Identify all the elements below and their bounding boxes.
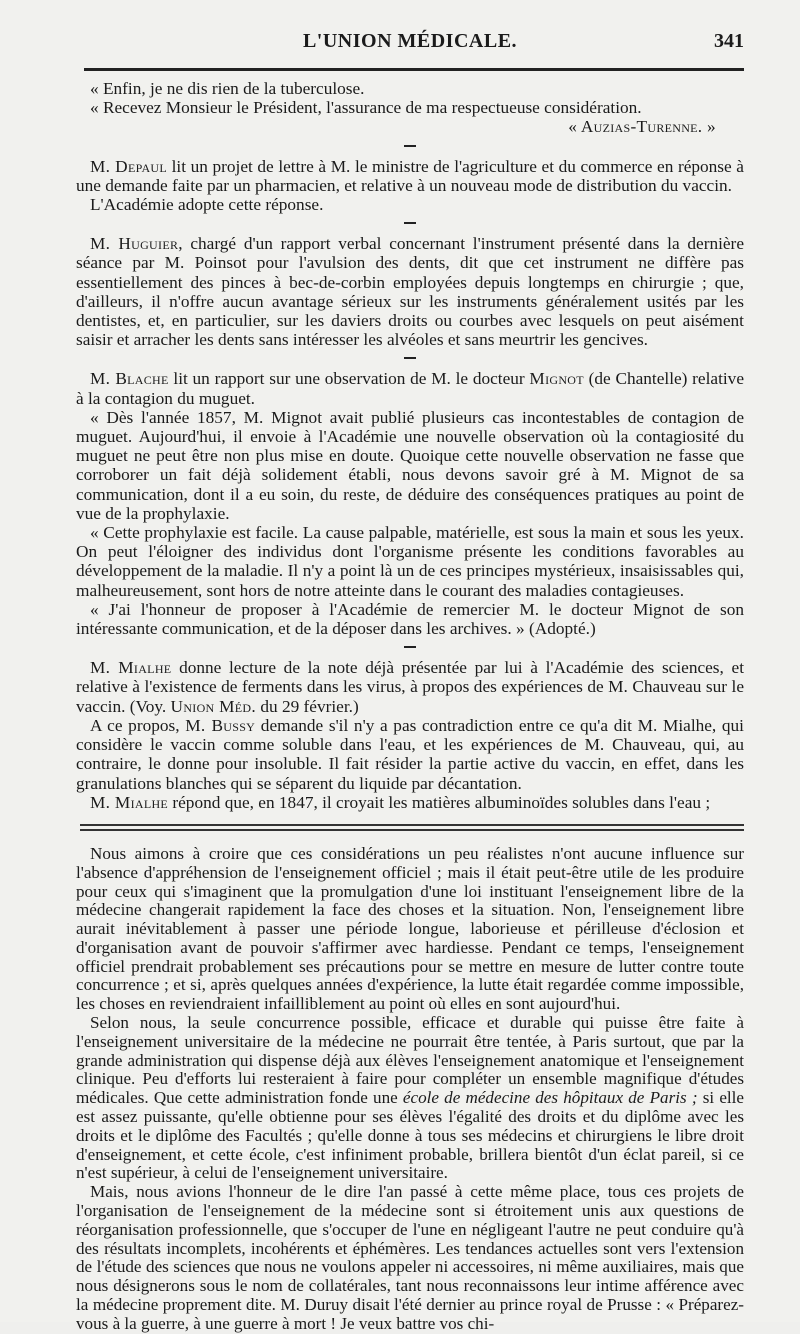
huguier-paragraph: M. Huguier, chargé d'un rapport verbal concernant l'instrument présenté dans la dernière séance par M. Poinsot pour l'avulsion des dents, dit que cet instrument ne diffère pas essentiellement des pinces à bec-de-corbin employées depuis longtemps en chirurgie ; que, d'ailleurs, il n'offre aucun avantage sérieux sur les instruments généralement usités par les dentistes, et, en particulier, sur les daviers droits ou courbes avec lesquels on peut aisément saisir et arracher les dents sans intéresser les alvéoles et sans meurtrir les gencives. xyxy=(76,234,744,350)
speaker-name: M. Huguier xyxy=(90,234,179,254)
feuilleton-paragraph-2: Selon nous, la seule concurrence possible, efficace et durable qui puisse être faite à l'enseignement universitaire de la médecine ne pourrait être tentée, à Paris surtout, que par la grande administration qui dispense déjà aux élèves l'enseignement anatomique et l'enseignement clinique. Peu d'efforts lui resteraient à faire pour compléter un ensemble magnifique d'études médicales. Que cette administration fonde une école de médecine des hôpitaux de Paris ; si elle est assez puissante, qu'elle obtienne pour ses élèves l'égalité des droits et du diplôme avec les droits et le diplôme des Facultés ; qu'elle donne à tous ses médecins et chirurgiens le libre droit d'enseignement, et cette école, c'est infiniment probable, brillera bientôt d'un éclat pareil, si ce n'est supérieur, à celui de l'enseignement universitaire. xyxy=(76,1013,744,1183)
feuilleton-paragraph-1: Nous aimons à croire que ces considérations un peu réalistes n'ont aucune influence sur l'absence d'appréhension de l'enseignement officiel ; mais il était peut-être utile de les produire pour ceux qui s'imaginent que la promulgation d'une loi instituant l'enseignement libre de la médecine changerait rapidement la face des choses et la situation. Non, l'enseignement libre aurait inévitablement à passer une période longue, laborieuse et périlleuse d'éclosion et d'organisation avant de pouvoir s'affirmer avec hardiesse. Pendant ce temps, l'enseignement officiel prendrait probablement ses précautions pour se mettre en mesure de lutter contre toute concurrence ; et si, après quelques années d'expérience, la lutte était regardée comme impossible, les choses en reviendraient infailliblement au point où elles en sont aujourd'hui. xyxy=(76,843,744,1014)
blache-paragraph-2: « Dès l'année 1857, M. Mignot avait publié plusieurs cas incontestables de contagion de muguet. Aujourd'hui, il envoie à l'Académie une nouvelle observation où la contagiosité du muguet ne peut être non plus mise en doute. Quoique cette nouvelle observation ne fasse que corroborer un fait déjà solidement établi, nous devons savoir gré à M. Mignot de sa communication, dont il a eu soin, du reste, de déduire des conséquences pratiques au point de vue de la prophylaxie. xyxy=(76,407,744,523)
letter-paragraph-2: « Recevez Monsieur le Président, l'assurance de ma respectueuse considération. xyxy=(90,98,642,118)
speaker-name: M. Mialhe xyxy=(90,658,172,678)
feuilleton-section xyxy=(76,845,744,1334)
speaker-name: M. Blache xyxy=(90,369,169,389)
speaker-name: M. Depaul xyxy=(90,156,168,176)
blache-paragraph-4: « J'ai l'honneur de proposer à l'Académie de remercier M. le docteur Mignot de son intéressante communication, et de la déposer dans les archives. » (Adopté.) xyxy=(76,599,744,639)
letter-paragraph-1: « Enfin, je ne dis rien de la tuberculose. xyxy=(90,79,365,98)
mialhe-reply-paragraph: M. Mialhe répond que, en 1847, il croyait les matières albuminoïdes solubles dans l'eau ; xyxy=(90,792,711,812)
letter-signature: « Auzias-Turenne. » xyxy=(568,117,716,137)
depaul-adopt: L'Académie adopte cette réponse. xyxy=(90,195,324,215)
bussy-paragraph: A ce propos, M. Bussy demande s'il n'y a pas contradiction entre ce qu'a dit M. Mialhe, qui considère le vaccin comme soluble dans l'eau, et les expériences de M. Chauveau, qui, au contraire, le donne pour insoluble. Il fait résider la partie active du vaccin, en effet, dans les granulations blanches qui se séparent du liquide par décantation. xyxy=(76,715,744,793)
header-rule xyxy=(84,68,744,71)
section-dash xyxy=(404,646,416,648)
blache-paragraph-3: « Cette prophylaxie est facile. La cause palpable, matérielle, est sous la main et sous les yeux. On peut l'éloigner des individus dont l'organisme présente les conditions favorables au développement de la maladie. Il n'y a point là un de ces principes mystérieux, insaisissables qui, malheureusement, sont hors de notre atteinte dans le courant des maladies contagieuses. xyxy=(76,523,744,600)
blache-paragraph: M. Blache lit un rapport sur une observation de M. le docteur Mignot (de Chantelle) relative à la contagion du muguet. xyxy=(76,369,744,408)
running-title: L'UNION MÉDICALE. xyxy=(302,30,518,52)
section-dash xyxy=(404,222,416,224)
section-dash xyxy=(404,145,416,147)
page-header xyxy=(76,30,744,60)
page-number: 341 xyxy=(714,30,744,52)
speaker-name: M. Bussy xyxy=(185,715,256,735)
feuilleton-separator xyxy=(80,824,744,831)
mialhe-paragraph: M. Mialhe donne lecture de la note déjà présentée par lui à l'Académie des sciences, et relative à l'existence de ferments dans les virus, à propos des expériences de M. Chauveau sur le vaccin. (Voy. Union Méd. du 29 février.) xyxy=(76,658,744,716)
speaker-name: M. Mialhe xyxy=(90,792,169,812)
depaul-paragraph: M. Depaul lit un projet de lettre à M. le ministre de l'agriculture et du commerce en réponse à une demande faite par un pharmacien, et relative à un nouveau mode de distribution du vaccin. xyxy=(76,156,744,195)
section-dash xyxy=(404,357,416,359)
feuilleton-paragraph-3: Mais, nous avions l'honneur de le dire l'an passé à cette même place, tous ces projets de l'organisation de l'enseignement de la médecine sont si étroitement unis aux questions de réorganisation professionnelle, que s'occuper de l'une en négligeant l'autre ne peut conduire qu'à des résultats incomplets, incohérents et éphémères. Les tendances actuelles sont vers l'extension de l'étude des sciences que nous ne voulons appeler ni accessoires, ni même auxiliaires, mais que nous désignerons sous le nom de collatérales, tant nous reconnaissons leur intime afférence avec la médecine proprement dite. M. Duruy disait l'été dernier au prince royal de Prusse : « Préparez-vous à la guerre, à une guerre à mort ! Je veux battre vos chi- xyxy=(76,1182,744,1333)
